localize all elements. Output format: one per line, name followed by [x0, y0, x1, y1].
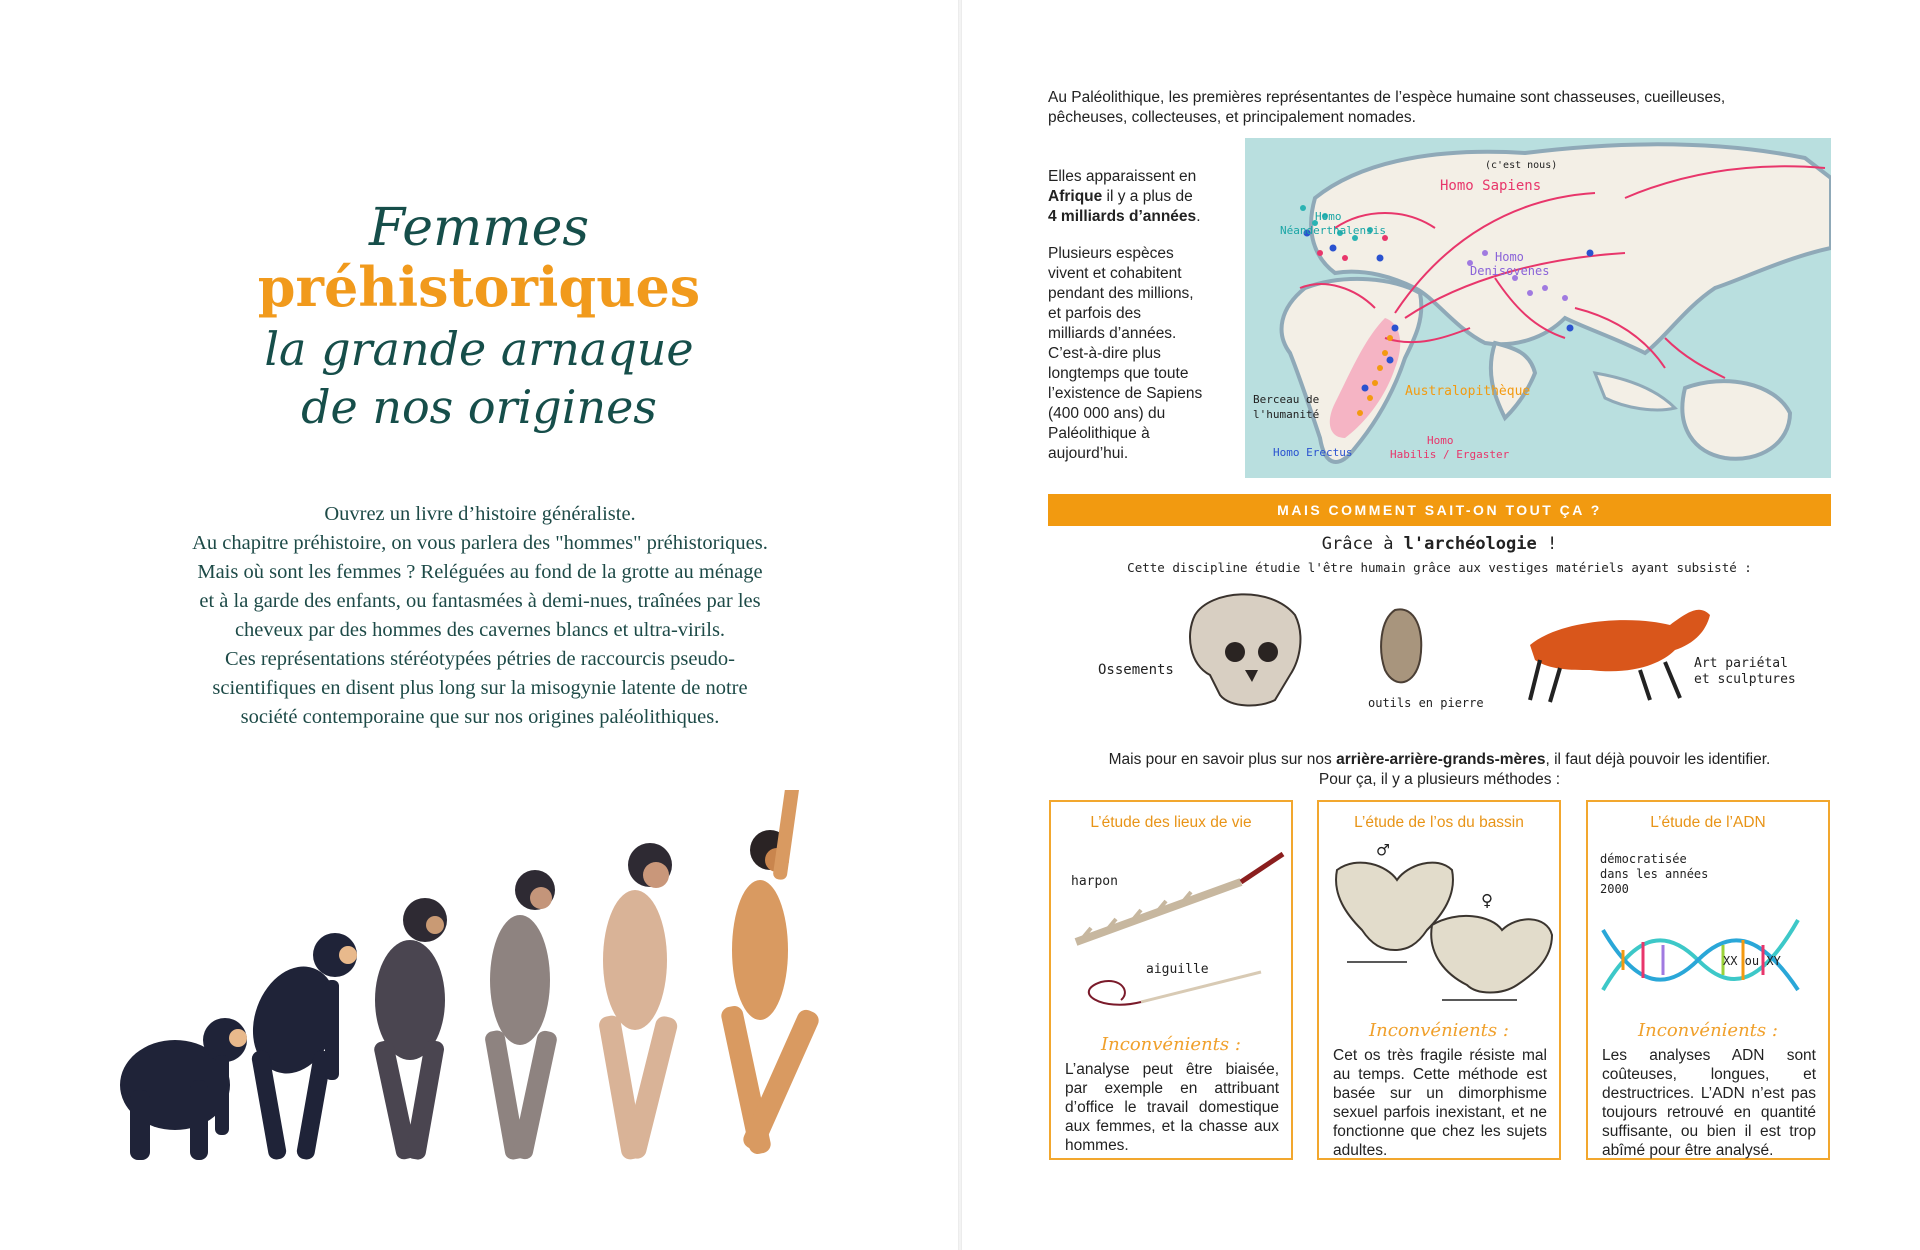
- map-label-neander-1: Homo: [1315, 210, 1342, 223]
- pelvis-illustration: [1327, 850, 1555, 1010]
- side-line: (400 000 ans) du: [1048, 405, 1166, 422]
- label-aiguille: aiguille: [1146, 962, 1209, 977]
- side-line: C’est-à-dire plus: [1048, 345, 1161, 362]
- label-harpon: harpon: [1071, 874, 1118, 889]
- method-box-lieux-de-vie: [1049, 800, 1293, 1160]
- side-paragraph-1: [1048, 167, 1238, 227]
- stone-tool-illustration: [1381, 609, 1421, 682]
- figure-early-hominid: [373, 898, 447, 1161]
- side-paragraph-2: [1048, 244, 1238, 464]
- label-outils: outils en pierre: [1368, 696, 1484, 710]
- land-india: [1491, 343, 1535, 418]
- map-label-erectus: Homo Erectus: [1273, 446, 1353, 459]
- bold-afrique: Afrique: [1048, 188, 1103, 205]
- figure-chimpanzee-crouching: [120, 1018, 247, 1160]
- intro-line: et à la garde des enfants, ou fantasmées à demi-nues, traînées par les: [199, 590, 761, 612]
- intro-line: Au chapitre préhistoire, on vous parlera des "hommes" préhistoriques.: [192, 532, 768, 554]
- map-label-berceau-2: l'humanité: [1253, 408, 1320, 421]
- female-symbol: ♀: [1481, 888, 1494, 912]
- archaeology-heading: [1048, 534, 1831, 554]
- side-line: vivent et cohabitent: [1048, 265, 1182, 282]
- method-title: L’étude de l’os du bassin: [1354, 814, 1524, 831]
- title-line-3: la grande arnaque: [264, 322, 694, 376]
- map-label-sapiens: Homo Sapiens: [1440, 178, 1542, 194]
- map-label-deniso-2: Denisovenes: [1470, 264, 1550, 278]
- intro-line: Mais où sont les femmes ? Reléguées au fond de la grotte au ménage: [197, 561, 763, 583]
- drawbacks-text: Cet os très fragile résiste mal au temps. Cette méthode est basée sur un dimorphisme sexuel parfois inexistant, et ne fonctionne que chez les sujets adultes.: [1333, 1047, 1547, 1159]
- intro-paragraph: [130, 500, 830, 732]
- side-line: [1048, 187, 1238, 207]
- intro-line: cheveux par des hommes des cavernes blancs et ultra-virils.: [234, 619, 726, 641]
- male-symbol: ♂: [1377, 838, 1390, 862]
- side-line: aujourd’hui.: [1048, 445, 1129, 462]
- arch-text: !: [1536, 534, 1558, 554]
- side-line: Paléolithique à: [1048, 425, 1150, 442]
- label-dna-1: démocratisée: [1600, 852, 1687, 866]
- figure-homo-sapiens-man: [598, 843, 679, 1161]
- side-line: [1048, 207, 1238, 227]
- method-title: L’étude de l’ADN: [1650, 814, 1766, 831]
- land-southeast-asia: [1595, 373, 1675, 410]
- side-text: il y a plus de: [1102, 188, 1193, 205]
- side-line: pendant des millions,: [1048, 285, 1194, 302]
- side-line: l’existence de Sapiens: [1048, 385, 1203, 402]
- methods-line: Pour ça, il y a plusieurs méthodes :: [1318, 771, 1561, 788]
- map-label-habilis-2: Habilis / Ergaster: [1390, 448, 1510, 461]
- harpoon-needle-illustration: [1061, 842, 1285, 1012]
- figure-homo-sapiens-woman: [720, 790, 822, 1156]
- methods-text: Mais pour en savoir plus sur nos: [1108, 751, 1337, 768]
- label-art-2: et sculptures: [1694, 672, 1796, 687]
- evolution-illustration: [80, 790, 900, 1190]
- methods-intro: [1048, 750, 1831, 790]
- land-australia: [1682, 381, 1790, 459]
- bold-milliards: 4 milliards d’années: [1048, 208, 1197, 225]
- label-ossements: Ossements: [1098, 662, 1174, 678]
- side-line: milliards d’années.: [1048, 325, 1177, 342]
- map-label-australo: Australopithèque: [1405, 384, 1531, 399]
- label-dna-2: dans les années: [1600, 867, 1709, 881]
- title-line-2: préhistoriques: [257, 255, 701, 319]
- figure-chimpanzee-walking: [239, 933, 357, 1161]
- side-line: et parfois des: [1048, 305, 1142, 322]
- side-text: .: [1196, 208, 1201, 225]
- label-art-1: Art pariétal: [1694, 656, 1788, 671]
- arch-text: Grâce à: [1321, 534, 1404, 554]
- figure-homo-erectus: [484, 870, 558, 1161]
- intro-line: Ouvrez un livre d’histoire généraliste.: [324, 503, 636, 525]
- side-line: Elles apparaissent en: [1048, 168, 1197, 185]
- right-intro-line: pêcheuses, collecteuses, et principalement nomades.: [1048, 109, 1416, 126]
- map-label-neander-2: Néanderthalensis: [1280, 224, 1386, 237]
- drawbacks-label: Inconvénients :: [1369, 1020, 1509, 1041]
- map-label-habilis-1: Homo: [1427, 434, 1454, 447]
- section-banner: MAIS COMMENT SAIT-ON TOUT ÇA ?: [1048, 494, 1831, 526]
- archaeology-subheading: Cette discipline étudie l'être humain grâce aux vestiges matériels ayant subsisté :: [1127, 560, 1752, 575]
- label-dna-3: 2000: [1600, 882, 1629, 896]
- methods-line: [1048, 750, 1831, 770]
- right-intro-line: Au Paléolithique, les premières représentantes de l’espèce humaine sont chasseuses, cueilleuses,: [1048, 89, 1726, 106]
- intro-line: Ces représentations stéréotypées pétries de raccourcis pseudo-: [224, 648, 736, 670]
- drawbacks-label: Inconvénients :: [1101, 1034, 1241, 1055]
- drawbacks-text: Les analyses ADN sont coûteuses, longues, et destructrices. L’ADN n’est pas toujours retrouvé en quantité suffisante, ou bien il est trop abîmé pour être analysé.: [1602, 1047, 1816, 1159]
- method-box-bassin: [1317, 800, 1561, 1160]
- label-xx-xy: XX ou XY: [1723, 954, 1781, 968]
- drawbacks-label: Inconvénients :: [1638, 1020, 1778, 1041]
- side-line: longtemps que toute: [1048, 365, 1189, 382]
- intro-line: scientifiques en disent plus long sur la misogynie latente de notre: [212, 677, 748, 699]
- map-label-deniso-1: Homo: [1495, 250, 1524, 264]
- method-title: L’étude des lieux de vie: [1090, 814, 1252, 831]
- side-line: Plusieurs espèces: [1048, 245, 1174, 262]
- right-intro: [1048, 88, 1838, 128]
- drawbacks-text: L’analyse peut être biaisée, par exemple en attribuant d’office le travail domestique aux femmes, et la chasse aux hommes.: [1065, 1061, 1279, 1154]
- map-label-sapiens-note: (c'est nous): [1485, 160, 1558, 171]
- title-line-4: de nos origines: [301, 380, 657, 434]
- map-label-berceau-1: Berceau de: [1253, 393, 1320, 406]
- arch-bold: l'archéologie: [1403, 534, 1537, 554]
- migration-map: [1245, 138, 1831, 478]
- cave-horse-illustration: [1530, 610, 1710, 702]
- method-box-adn: [1586, 800, 1830, 1160]
- methods-text: , il faut déjà pouvoir les identifier.: [1545, 751, 1771, 768]
- skull-illustration: [1190, 594, 1300, 705]
- left-page: [0, 0, 958, 1250]
- dna-helix-illustration: [1598, 890, 1822, 1010]
- intro-line: société contemporaine que sur nos origines paléolithiques.: [240, 706, 720, 728]
- methods-bold: arrière-arrière-grands-mères: [1336, 751, 1546, 768]
- title-line-1: Femmes: [368, 198, 590, 258]
- vestiges-illustrations: [1180, 590, 1800, 720]
